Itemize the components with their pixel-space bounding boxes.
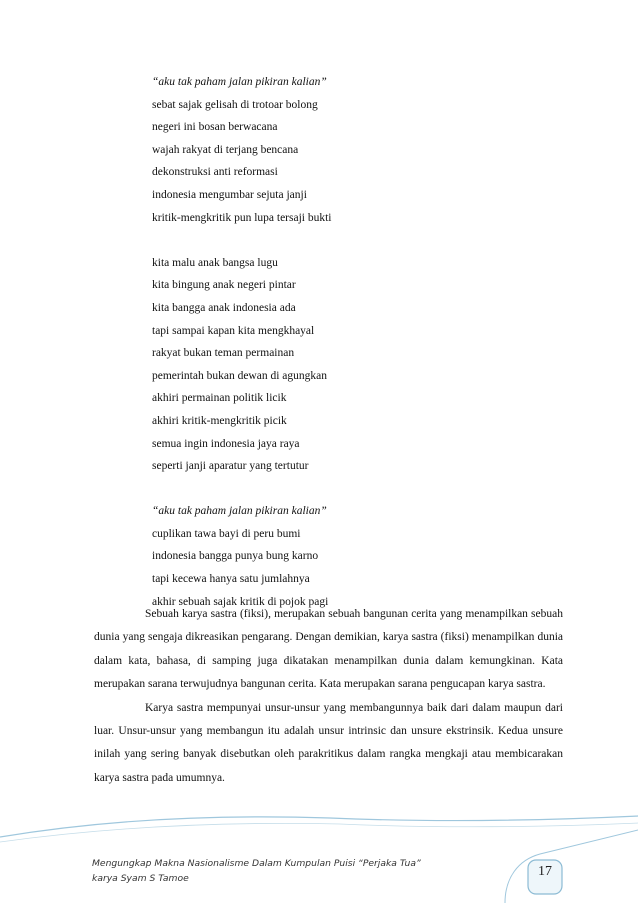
poem-line: tapi sampai kapan kita mengkhayal xyxy=(152,324,315,337)
paragraph: Karya sastra mempunyai unsur-unsur yang membangunnya baik dari dalam maupun dari luar. Unsur-unsur yang membangun itu adalah unsur intrinsic dan unsure ekstrinsik. Kedua unsure inilah yang sering banyak disebutkan oleh parakritikus dalam rangka mengkaji atau membicarakan karya sastra pada umumnya. xyxy=(94,701,563,784)
stanza-gap xyxy=(152,229,572,252)
poem-line: indonesia mengumbar sejuta janji xyxy=(152,188,307,201)
poem-line: cuplikan tawa bayi di peru bumi xyxy=(152,527,301,540)
paragraph: Sebuah karya sastra (fiksi), merupakan sebuah bangunan cerita yang menampilkan sebuah dunia yang sengaja dikreasikan pengarang. Dengan demikian, karya sastra (fiksi) menampilkan dunia dalam kata, bahasa, di samping juga dikatakan menampilkan dunia dalam kemungkinan. Kata merupakan sarana terwujudnya bangunan cerita. Kata merupakan sarana pengucapan karya sastra. xyxy=(94,608,563,691)
poem-line: sebat sajak gelisah di trotoar bolong xyxy=(152,98,318,111)
poem-line: dekonstruksi anti reformasi xyxy=(152,166,278,179)
poem-line: semua ingin indonesia jaya raya xyxy=(152,437,300,450)
poem-line: rakyat bukan teman permainan xyxy=(152,347,295,360)
poem-line: akhiri permainan politik licik xyxy=(152,392,287,405)
poem-line: kritik-mengkritik pun lupa tersaji bukti xyxy=(152,211,332,224)
footer-curve-line xyxy=(505,830,638,903)
poem-line: indonesia bangga punya bung karno xyxy=(152,550,319,563)
poem-line: “aku tak paham jalan pikiran kalian” xyxy=(152,505,327,518)
footer-curve-line xyxy=(0,823,638,842)
footer-decoration xyxy=(0,790,638,903)
poem-line: “aku tak paham jalan pikiran kalian” xyxy=(152,76,327,88)
poem-line: pemerintah bukan dewan di agungkan xyxy=(152,369,327,382)
footer-author: karya Syam S Tamoe xyxy=(92,873,189,884)
stanza-gap xyxy=(152,478,572,501)
poem-block xyxy=(152,71,572,613)
poem-line: akhir sebuah sajak kritik di pojok pagi xyxy=(152,595,329,608)
page-number: 17 xyxy=(538,864,552,879)
footer-curve-line xyxy=(0,816,638,837)
poem-line: wajah rakyat di terjang bencana xyxy=(152,143,299,156)
running-footer xyxy=(92,856,421,886)
body-text xyxy=(94,603,563,790)
poem-line: kita bingung anak negeri pintar xyxy=(152,279,296,292)
poem-line: negeri ini bosan berwacana xyxy=(152,121,278,134)
poem-line: akhiri kritik-mengkritik picik xyxy=(152,414,287,427)
poem-line: kita malu anak bangsa lugu xyxy=(152,256,278,269)
poem-line: kita bangga anak indonesia ada xyxy=(152,301,296,314)
poem-line: tapi kecewa hanya satu jumlahnya xyxy=(152,573,310,586)
poem-line: seperti janji aparatur yang tertutur xyxy=(152,460,309,473)
footer-title: Mengungkap Makna Nasionalisme Dalam Kumpulan Puisi “Perjaka Tua” xyxy=(92,858,421,869)
